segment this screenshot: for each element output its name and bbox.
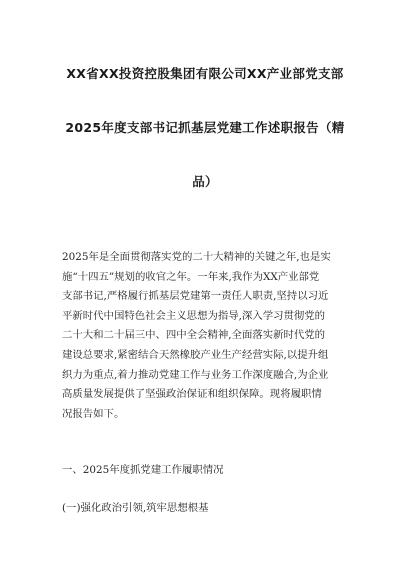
intro-line: 施“十四五”规划的收官之年。一年来,我作为XX产业部党 (62, 270, 320, 283)
intro-line: 平新时代中国特色社会主义思想为指导,深入学习贯彻党的 (62, 309, 326, 322)
intro-line: 2025年是全面贯彻落实党的二十大精神的关键之年,也是实 (62, 251, 331, 263)
intro-line: 支部书记,严格履行抓基层党建第一责任人职责,坚持以习近 (62, 290, 329, 303)
document-title-line-1: XX省XX投资控股集团有限公司XX产业部党支部 (66, 66, 344, 81)
intro-line: 建设总要求,紧密结合天然橡胶产业生产经营实际,以提升组 (62, 348, 329, 361)
document-title-line-3: 品） (192, 174, 218, 189)
intro-line: 况报告如下。 (62, 407, 125, 420)
document-title-line-2: 2025年度支部书记抓基层党建工作述职报告（精 (65, 120, 345, 135)
sub-heading: (一)强化政治引领,筑牢思想根基 (62, 502, 209, 514)
intro-line: 织力为重点,着力推动党建工作与业务工作深度融合,为企业 (62, 368, 329, 381)
section-heading: 一、2025年度抓党建工作履职情况 (62, 464, 224, 476)
intro-line: 高质量发展提供了坚强政治保证和组织保障。现将履职情 (62, 388, 322, 401)
intro-paragraph (62, 248, 352, 424)
intro-line: 二十大和二十届三中、四中全会精神,全面落实新时代党的 (62, 329, 326, 342)
